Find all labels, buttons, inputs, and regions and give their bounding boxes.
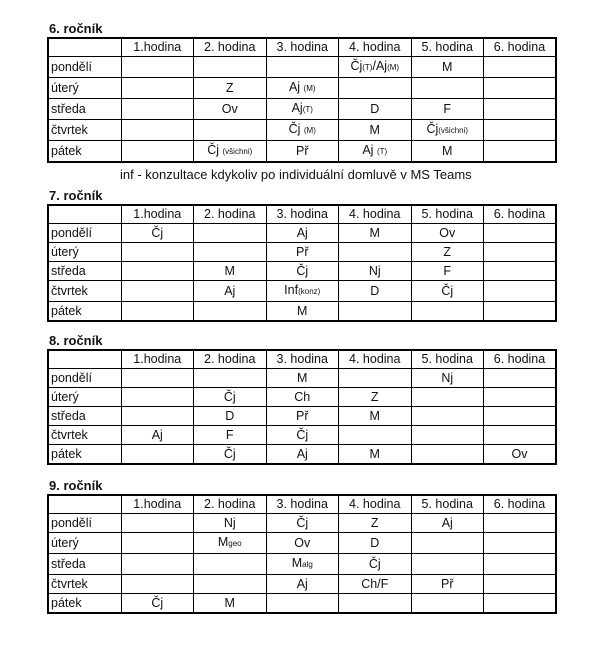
lesson-cell bbox=[411, 224, 484, 243]
lesson-cell bbox=[411, 57, 484, 78]
lesson-subject: Nj bbox=[223, 516, 236, 530]
lesson-cell bbox=[194, 243, 267, 262]
lesson-cell bbox=[484, 243, 557, 262]
column-header: 2. hodina bbox=[194, 350, 267, 369]
lesson-subject: Ch bbox=[294, 390, 311, 404]
lesson-cell bbox=[484, 533, 557, 554]
lesson-cell bbox=[121, 575, 194, 594]
column-header: 2. hodina bbox=[194, 495, 267, 514]
day-label: středa bbox=[48, 99, 121, 120]
column-header: 3. hodina bbox=[266, 495, 339, 514]
lesson-cell bbox=[121, 445, 194, 465]
lesson-cell bbox=[339, 575, 412, 594]
lesson-cell bbox=[194, 57, 267, 78]
lesson-cell bbox=[411, 78, 484, 99]
lesson-cell bbox=[266, 575, 339, 594]
lesson-cell bbox=[194, 594, 267, 614]
table-row bbox=[48, 281, 556, 302]
lesson-group-note: (T) bbox=[376, 147, 388, 156]
corner-cell bbox=[48, 495, 121, 514]
lesson-cell bbox=[121, 533, 194, 554]
column-header: 6. hodina bbox=[484, 205, 557, 224]
lesson-cell bbox=[194, 575, 267, 594]
column-header: 5. hodina bbox=[411, 495, 484, 514]
lesson-subject: M bbox=[442, 60, 453, 74]
lesson-cell bbox=[121, 554, 194, 575]
column-header: 3. hodina bbox=[266, 205, 339, 224]
lesson-cell bbox=[194, 262, 267, 281]
lesson-subject: M bbox=[297, 304, 308, 318]
day-label: úterý bbox=[48, 533, 121, 554]
lesson-cell bbox=[339, 514, 412, 533]
lesson-cell bbox=[194, 99, 267, 120]
lesson-cell bbox=[121, 388, 194, 407]
lesson-subject: F bbox=[443, 102, 452, 116]
table-row bbox=[48, 224, 556, 243]
column-header: 4. hodina bbox=[339, 495, 412, 514]
lesson-subject: M bbox=[224, 596, 235, 610]
lesson-subject: Aj bbox=[296, 577, 308, 591]
grade-7-section bbox=[47, 188, 555, 322]
lesson-cell bbox=[266, 262, 339, 281]
lesson-cell bbox=[339, 533, 412, 554]
consultation-note: inf - konzultace kdykoliv po individuální domluvě v MS Teams bbox=[120, 167, 472, 182]
lesson-cell bbox=[194, 281, 267, 302]
lesson-subject: F bbox=[443, 264, 452, 278]
lesson-subject: Čj bbox=[207, 143, 223, 157]
column-header: 4. hodina bbox=[339, 205, 412, 224]
lesson-cell bbox=[121, 78, 194, 99]
lesson-subject: Čj bbox=[223, 447, 236, 461]
table-row bbox=[48, 575, 556, 594]
lesson-subject: Aj bbox=[291, 101, 303, 115]
day-label: pondělí bbox=[48, 57, 121, 78]
lesson-cell bbox=[266, 120, 339, 141]
lesson-cell bbox=[266, 594, 339, 614]
lesson-cell bbox=[339, 445, 412, 465]
table-row bbox=[48, 594, 556, 614]
lesson-subject: D bbox=[370, 536, 380, 550]
lesson-group-note: (M) bbox=[387, 63, 400, 72]
lesson-cell bbox=[411, 533, 484, 554]
grade-9-section bbox=[47, 478, 555, 614]
lesson-cell bbox=[484, 426, 557, 445]
header-row bbox=[48, 495, 556, 514]
lesson-subject: M bbox=[442, 144, 453, 158]
lesson-cell bbox=[484, 407, 557, 426]
lesson-cell bbox=[121, 243, 194, 262]
header-row bbox=[48, 38, 556, 57]
table-row bbox=[48, 407, 556, 426]
lesson-subject: Aj bbox=[224, 284, 236, 298]
lesson-cell bbox=[411, 554, 484, 575]
table-row bbox=[48, 514, 556, 533]
table-row bbox=[48, 99, 556, 120]
lesson-subject: M bbox=[217, 535, 229, 549]
lesson-cell bbox=[484, 120, 557, 141]
table-row bbox=[48, 78, 556, 99]
lesson-cell bbox=[121, 514, 194, 533]
table-row bbox=[48, 426, 556, 445]
lesson-subject: /Aj bbox=[372, 59, 388, 73]
lesson-subject: M bbox=[369, 447, 380, 461]
lesson-cell bbox=[194, 224, 267, 243]
lesson-cell bbox=[266, 281, 339, 302]
day-label: pátek bbox=[48, 302, 121, 322]
lesson-cell bbox=[411, 243, 484, 262]
lesson-group-note: (T) bbox=[302, 105, 313, 114]
lesson-cell bbox=[121, 120, 194, 141]
lesson-cell bbox=[266, 243, 339, 262]
lesson-subject: M bbox=[291, 556, 303, 570]
lesson-cell bbox=[411, 388, 484, 407]
lesson-cell bbox=[411, 262, 484, 281]
lesson-cell bbox=[121, 141, 194, 163]
lesson-cell bbox=[339, 141, 412, 163]
table-row bbox=[48, 445, 556, 465]
lesson-cell bbox=[484, 224, 557, 243]
lesson-cell bbox=[194, 388, 267, 407]
lesson-cell bbox=[266, 407, 339, 426]
grade-title: 6. ročník bbox=[49, 21, 103, 36]
lesson-cell bbox=[121, 262, 194, 281]
column-header: 6. hodina bbox=[484, 38, 557, 57]
lesson-cell bbox=[411, 445, 484, 465]
lesson-cell bbox=[411, 120, 484, 141]
table-row bbox=[48, 388, 556, 407]
column-header: 1.hodina bbox=[121, 38, 194, 57]
table-row bbox=[48, 369, 556, 388]
lesson-subject: M bbox=[224, 264, 235, 278]
timetable bbox=[47, 37, 557, 163]
lesson-cell bbox=[411, 369, 484, 388]
lesson-cell bbox=[339, 554, 412, 575]
column-header: 3. hodina bbox=[266, 350, 339, 369]
lesson-subject: Ov bbox=[294, 536, 311, 550]
table-row bbox=[48, 302, 556, 322]
lesson-cell bbox=[339, 407, 412, 426]
lesson-subject: Čj bbox=[350, 59, 363, 73]
day-label: čtvrtek bbox=[48, 120, 121, 141]
day-label: pátek bbox=[48, 445, 121, 465]
lesson-subject: M bbox=[369, 409, 380, 423]
lesson-cell bbox=[194, 533, 267, 554]
lesson-cell bbox=[266, 533, 339, 554]
lesson-subject: Aj bbox=[151, 428, 163, 442]
lesson-cell bbox=[339, 369, 412, 388]
lesson-subject: Ov bbox=[511, 447, 528, 461]
lesson-subject: Př bbox=[441, 577, 454, 591]
column-header: 5. hodina bbox=[411, 38, 484, 57]
day-label: úterý bbox=[48, 388, 121, 407]
table-row bbox=[48, 141, 556, 163]
header-row bbox=[48, 205, 556, 224]
lesson-subject: Nj bbox=[368, 264, 381, 278]
lesson-subject: Čj bbox=[441, 284, 454, 298]
lesson-subject: Ov bbox=[439, 226, 456, 240]
lesson-cell bbox=[194, 141, 267, 163]
grade-8-section bbox=[47, 333, 555, 465]
lesson-cell bbox=[339, 281, 412, 302]
lesson-group-note: (T) bbox=[362, 63, 373, 72]
lesson-cell bbox=[121, 594, 194, 614]
lesson-cell bbox=[194, 407, 267, 426]
lesson-cell bbox=[266, 141, 339, 163]
lesson-subject: Čj bbox=[151, 596, 164, 610]
lesson-subject: Čj bbox=[223, 390, 236, 404]
lesson-subject: Čj bbox=[296, 428, 309, 442]
lesson-cell bbox=[266, 224, 339, 243]
table-row bbox=[48, 243, 556, 262]
timetable bbox=[47, 204, 557, 322]
lesson-cell bbox=[121, 369, 194, 388]
lesson-cell bbox=[339, 262, 412, 281]
column-header: 1.hodina bbox=[121, 495, 194, 514]
grade-title: 9. ročník bbox=[49, 478, 103, 493]
lesson-subject: Aj bbox=[296, 447, 308, 461]
day-label: pátek bbox=[48, 594, 121, 614]
lesson-subject: M bbox=[369, 123, 380, 137]
lesson-subject: Z bbox=[225, 81, 234, 95]
lesson-cell bbox=[194, 554, 267, 575]
lesson-cell bbox=[484, 281, 557, 302]
day-label: středa bbox=[48, 407, 121, 426]
column-header: 6. hodina bbox=[484, 495, 557, 514]
lesson-cell bbox=[194, 302, 267, 322]
lesson-cell bbox=[194, 426, 267, 445]
table-row bbox=[48, 554, 556, 575]
column-header: 1.hodina bbox=[121, 350, 194, 369]
lesson-subject: M bbox=[297, 371, 308, 385]
column-header: 6. hodina bbox=[484, 350, 557, 369]
corner-cell bbox=[48, 205, 121, 224]
day-label: pátek bbox=[48, 141, 121, 163]
grade-6-section bbox=[47, 21, 555, 163]
lesson-cell bbox=[484, 302, 557, 322]
lesson-cell bbox=[194, 120, 267, 141]
lesson-subject: Čj bbox=[288, 122, 304, 136]
lesson-subject: F bbox=[225, 428, 234, 442]
lesson-cell bbox=[484, 388, 557, 407]
lesson-group-note: (M) bbox=[303, 126, 316, 135]
lesson-subject: M bbox=[369, 226, 380, 240]
lesson-subject: Čj bbox=[368, 557, 381, 571]
lesson-cell bbox=[484, 78, 557, 99]
day-label: středa bbox=[48, 262, 121, 281]
lesson-cell bbox=[266, 57, 339, 78]
day-label: pondělí bbox=[48, 514, 121, 533]
lesson-subject: Aj bbox=[296, 226, 308, 240]
lesson-subject: Z bbox=[443, 245, 452, 259]
lesson-cell bbox=[484, 141, 557, 163]
grade-title: 7. ročník bbox=[49, 188, 103, 203]
lesson-cell bbox=[266, 514, 339, 533]
day-label: pondělí bbox=[48, 369, 121, 388]
lesson-group-note: alg bbox=[302, 560, 313, 569]
lesson-cell bbox=[339, 243, 412, 262]
lesson-cell bbox=[411, 514, 484, 533]
lesson-cell bbox=[339, 594, 412, 614]
lesson-subject: Inf bbox=[284, 283, 299, 297]
lesson-cell bbox=[484, 262, 557, 281]
day-label: úterý bbox=[48, 78, 121, 99]
lesson-subject: D bbox=[370, 102, 380, 116]
lesson-subject: Př bbox=[296, 144, 309, 158]
lesson-cell bbox=[339, 224, 412, 243]
day-label: středa bbox=[48, 554, 121, 575]
lesson-cell bbox=[121, 57, 194, 78]
day-label: úterý bbox=[48, 243, 121, 262]
lesson-cell bbox=[411, 407, 484, 426]
lesson-subject: Př bbox=[296, 409, 309, 423]
lesson-cell bbox=[411, 141, 484, 163]
lesson-cell bbox=[484, 514, 557, 533]
lesson-group-note: (všichni) bbox=[222, 147, 253, 156]
lesson-cell bbox=[194, 445, 267, 465]
lesson-group-note: (všichni) bbox=[438, 126, 469, 135]
lesson-subject: Čj bbox=[151, 226, 164, 240]
column-header: 3. hodina bbox=[266, 38, 339, 57]
table-row bbox=[48, 57, 556, 78]
lesson-cell bbox=[484, 99, 557, 120]
lesson-group-note: geo bbox=[228, 539, 242, 548]
column-header: 2. hodina bbox=[194, 38, 267, 57]
corner-cell bbox=[48, 38, 121, 57]
lesson-group-note: (konz) bbox=[298, 287, 321, 296]
lesson-cell bbox=[339, 99, 412, 120]
day-label: čtvrtek bbox=[48, 426, 121, 445]
lesson-subject: Aj bbox=[441, 516, 453, 530]
lesson-cell bbox=[121, 99, 194, 120]
lesson-cell bbox=[484, 57, 557, 78]
table-row bbox=[48, 533, 556, 554]
timetable bbox=[47, 349, 557, 465]
lesson-cell bbox=[121, 426, 194, 445]
day-label: čtvrtek bbox=[48, 575, 121, 594]
lesson-subject: Čj bbox=[296, 516, 309, 530]
corner-cell bbox=[48, 350, 121, 369]
lesson-subject: Z bbox=[370, 516, 379, 530]
lesson-cell bbox=[194, 514, 267, 533]
lesson-cell bbox=[266, 426, 339, 445]
lesson-cell bbox=[339, 57, 412, 78]
lesson-cell bbox=[411, 594, 484, 614]
day-label: čtvrtek bbox=[48, 281, 121, 302]
column-header: 4. hodina bbox=[339, 38, 412, 57]
lesson-cell bbox=[339, 302, 412, 322]
lesson-cell bbox=[266, 554, 339, 575]
column-header: 5. hodina bbox=[411, 205, 484, 224]
lesson-group-note: (M) bbox=[303, 84, 316, 93]
lesson-subject: Z bbox=[370, 390, 379, 404]
lesson-cell bbox=[266, 445, 339, 465]
lesson-cell bbox=[121, 281, 194, 302]
table-row bbox=[48, 120, 556, 141]
lesson-cell bbox=[194, 369, 267, 388]
lesson-subject: Čj bbox=[296, 264, 309, 278]
lesson-cell bbox=[339, 388, 412, 407]
table-row bbox=[48, 262, 556, 281]
lesson-cell bbox=[484, 445, 557, 465]
lesson-cell bbox=[266, 388, 339, 407]
header-row bbox=[48, 350, 556, 369]
lesson-cell bbox=[266, 78, 339, 99]
lesson-cell bbox=[484, 369, 557, 388]
lesson-cell bbox=[339, 78, 412, 99]
lesson-cell bbox=[121, 302, 194, 322]
lesson-subject: Př bbox=[296, 245, 309, 259]
lesson-cell bbox=[484, 554, 557, 575]
lesson-cell bbox=[484, 575, 557, 594]
lesson-cell bbox=[121, 224, 194, 243]
lesson-cell bbox=[266, 369, 339, 388]
lesson-cell bbox=[339, 426, 412, 445]
day-label: pondělí bbox=[48, 224, 121, 243]
lesson-subject: Nj bbox=[441, 371, 454, 385]
lesson-subject: D bbox=[370, 284, 380, 298]
lesson-cell bbox=[266, 99, 339, 120]
lesson-cell bbox=[339, 120, 412, 141]
lesson-cell bbox=[121, 407, 194, 426]
timetable bbox=[47, 494, 557, 614]
grade-title: 8. ročník bbox=[49, 333, 103, 348]
lesson-cell bbox=[411, 426, 484, 445]
lesson-cell bbox=[411, 575, 484, 594]
lesson-cell bbox=[266, 302, 339, 322]
column-header: 4. hodina bbox=[339, 350, 412, 369]
lesson-subject: Ov bbox=[221, 102, 238, 116]
lesson-subject: Aj bbox=[288, 80, 304, 94]
column-header: 5. hodina bbox=[411, 350, 484, 369]
lesson-subject: Aj bbox=[362, 143, 377, 157]
lesson-cell bbox=[484, 594, 557, 614]
column-header: 2. hodina bbox=[194, 205, 267, 224]
lesson-cell bbox=[411, 302, 484, 322]
lesson-cell bbox=[194, 78, 267, 99]
lesson-cell bbox=[411, 281, 484, 302]
lesson-subject: D bbox=[225, 409, 235, 423]
lesson-subject: Ch/F bbox=[361, 577, 389, 591]
column-header: 1.hodina bbox=[121, 205, 194, 224]
lesson-cell bbox=[411, 99, 484, 120]
lesson-subject: Čj bbox=[426, 122, 439, 136]
